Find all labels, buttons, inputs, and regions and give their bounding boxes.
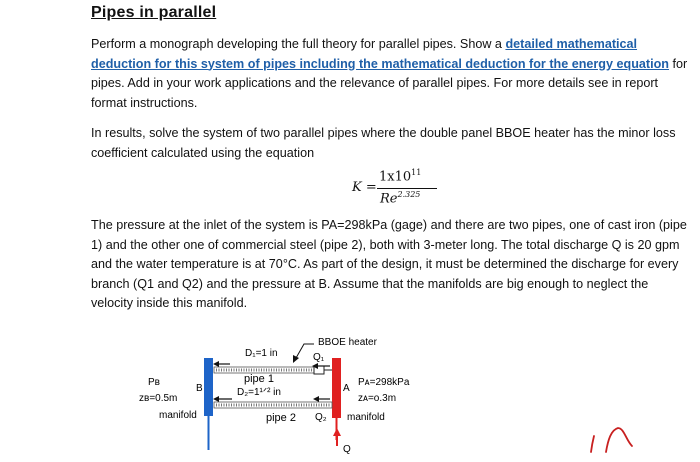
heater-label: BBOE heater xyxy=(318,337,377,348)
pb-label: Pʙ xyxy=(148,377,160,388)
a-label: A xyxy=(343,383,350,394)
right-manifold-label: manifold xyxy=(347,412,385,423)
pipe2-label: pipe 2 xyxy=(266,412,296,424)
d2-label: D₂=1¹ᐟ² in xyxy=(237,387,281,398)
q1-label: Q₁ xyxy=(313,352,325,363)
page-title: Pipes in parallel xyxy=(91,4,217,21)
q2-label: Q₂ xyxy=(315,412,327,423)
paragraph-results: In results, solve the system of two parallel pipes where the double panel BBOE heater has the minor loss coefficient calculated using the equation xyxy=(91,126,676,160)
equation-lhs: K = xyxy=(352,180,377,195)
d1-label: D₁=1 in xyxy=(245,348,278,359)
pipe1-label: pipe 1 xyxy=(244,373,274,385)
right-manifold xyxy=(332,358,341,418)
zb-label: zʙ=0.5m xyxy=(139,393,178,404)
handwritten-mark xyxy=(591,428,632,452)
deduction-link[interactable]: detailed mathematical deduction for this system of pipes including the mathematical deduction for the energy equation xyxy=(91,37,669,71)
left-manifold-label: manifold xyxy=(159,410,197,421)
heater-leader xyxy=(296,344,314,358)
za-label: zᴀ=o.3m xyxy=(358,393,397,404)
paragraph-text: for pipes. Add in your work applications and the relevance of parallel pipes. For more details see in report format instructions. xyxy=(91,56,688,110)
left-manifold xyxy=(204,358,213,416)
equation-numerator: $1x10^{11}$ xyxy=(379,168,422,185)
equation-denominator: $Re^{2.325}$ xyxy=(380,190,421,207)
q-inlet-label: Q xyxy=(343,444,351,455)
paragraph-problem: The pressure at the inlet of the system is PA=298kPa (gage) and there are two pipes, one of cast iron (pipe 1) and the other one of commercial steel (pipe 2), both with 3-meter long. The total discharge Q is 20 gpm and the water temperature is at 70°C. As part of the design, it must be determined the discharge for every branch (Q1 and Q2) and the pressure at B. Assume that the manifolds are big enough to neglect the velocity inside this manifold. xyxy=(91,218,687,310)
paragraph-text: Perform a monograph developing the full theory for parallel pipes. Show a xyxy=(91,37,506,51)
pa-label: Pᴀ=298kPa xyxy=(358,377,410,388)
b-label: B xyxy=(196,383,203,394)
